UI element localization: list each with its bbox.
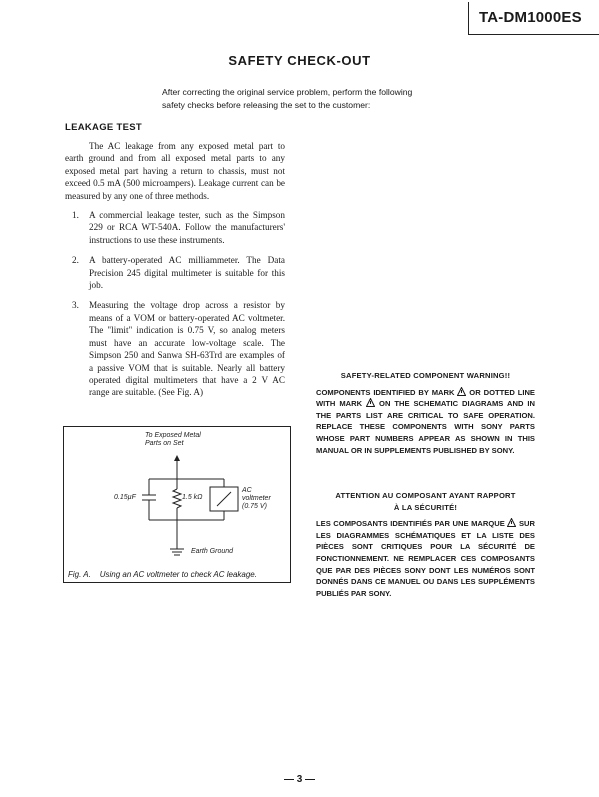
figure-label-top-2: Parts on Set (145, 440, 184, 447)
figure-a-circuit (63, 426, 291, 583)
warning-fr-body (316, 518, 535, 599)
safety-warning-fr (316, 490, 535, 599)
intro-line-1: After correcting the original service problem, perform the following (162, 87, 413, 97)
warning-en-text-3: ON THE SCHEMATIC DIAGRAMS AND IN THE PARTS LIST ARE CRITICAL TO SAFE OPERATION. REPLACE THESE COMPONENTS WITH SONY PARTS WHOSE PART NUMBERS APPEAR AS SHOWN IN THIS MANUAL OR IN SUPPLEMENTS PUBLISHED BY SONY. (316, 399, 535, 455)
warning-fr-text-1: LES COMPOSANTS IDENTIFIÉS PAR UNE MARQUE (316, 519, 505, 529)
figure-label-top-1: To Exposed Metal (145, 432, 201, 439)
warning-triangle-icon (507, 518, 516, 527)
method-item (65, 209, 285, 246)
page-title: SAFETY CHECK-OUT (228, 53, 371, 68)
warning-fr-text-2: SUR LES DIAGRAMMES SCHÉMATIQUES ET LA LISTE DES PIÈCES SONT CRITIQUES POUR LA SÉCURITÉ DE FONCTIONNEMENT. NE REMPLACER CES COMPOSANTS QUE PAR DES PIÈCES SONY DONT LES NUMÉROS SONT DONNÉS DANS CE MANUEL OU DANS LES SUPPLÉMENTS PUBLIÉS PAR SONY. (316, 519, 535, 598)
figure-caption (68, 570, 257, 579)
leakage-paragraph: The AC leakage from any exposed metal part to earth ground and from all exposed metal parts to any exposed metal part having a return to chassis, must not exceed 0.5 mA (500 microampers). Leakage current can be measured by any one of three methods. (65, 141, 285, 201)
method-item (65, 299, 285, 398)
intro-text (162, 86, 452, 112)
leakage-test-heading: LEAKAGE TEST (65, 122, 142, 133)
model-header-box (468, 2, 599, 35)
voltmeter-label-1: AC (242, 487, 252, 494)
warning-fr-heading-1: ATTENTION AU COMPOSANT AYANT RAPPORT (335, 491, 516, 500)
leakage-test-body (65, 140, 285, 407)
capacitor-label: 0.15µF (114, 494, 136, 501)
voltmeter-label-2: voltmeter (242, 495, 271, 502)
warning-en-body (316, 387, 535, 457)
warning-triangle-icon (457, 387, 466, 396)
model-number: TA-DM1000ES (479, 9, 582, 26)
resistor-label: 1.5 kΩ (182, 494, 203, 501)
probe-arrow (174, 455, 180, 461)
safety-warning-en (316, 370, 535, 456)
ground-label: Earth Ground (191, 548, 234, 555)
method-item (65, 254, 285, 291)
method-text: Measuring the voltage drop across a resistor by means of a VOM or battery-operated AC voltmeter. The "limit" indication is 0.75 V, so analog meters must have an accurate low-voltage scale. The Simpson 250 and Sanwa SH-63Trd are examples of a passive VOM that is suitable. Nearly all battery operated digital multimeters that have a 2 V AC range are suitable. (See Fig. A) (89, 300, 285, 398)
method-number: 1. (72, 210, 79, 221)
warning-triangle-icon (366, 398, 375, 407)
caption-text: Using an AC voltmeter to check AC leakage. (99, 570, 257, 579)
warning-en-heading: SAFETY-RELATED COMPONENT WARNING!! (340, 371, 511, 380)
intro-line-2: safety checks before releasing the set to the customer: (162, 100, 371, 110)
warning-fr-heading-2: À LA SÉCURITÉ! (393, 502, 458, 512)
method-text: A battery-operated AC milliammeter. The Data Precision 245 digital multimeter is suitable for this job. (89, 255, 285, 291)
warning-en-text-1: COMPONENTS IDENTIFIED BY MARK (316, 387, 455, 397)
resistor-zigzag (173, 489, 181, 508)
voltmeter-label-3: (0.75 V) (242, 503, 267, 510)
voltmeter-needle (217, 492, 231, 506)
caption-prefix: Fig. A. (68, 570, 91, 579)
warning-en-text-2: OR DOTTED LINE WITH MARK (316, 387, 535, 409)
method-number: 2. (72, 255, 79, 266)
method-number: 3. (72, 300, 79, 311)
page-number: — 3 — (283, 774, 316, 785)
method-text: A commercial leakage tester, such as the Simpson 229 or RCA WT-540A. Follow the manufacturers' instructions to use these instruments. (89, 210, 285, 245)
methods-list (65, 209, 285, 399)
